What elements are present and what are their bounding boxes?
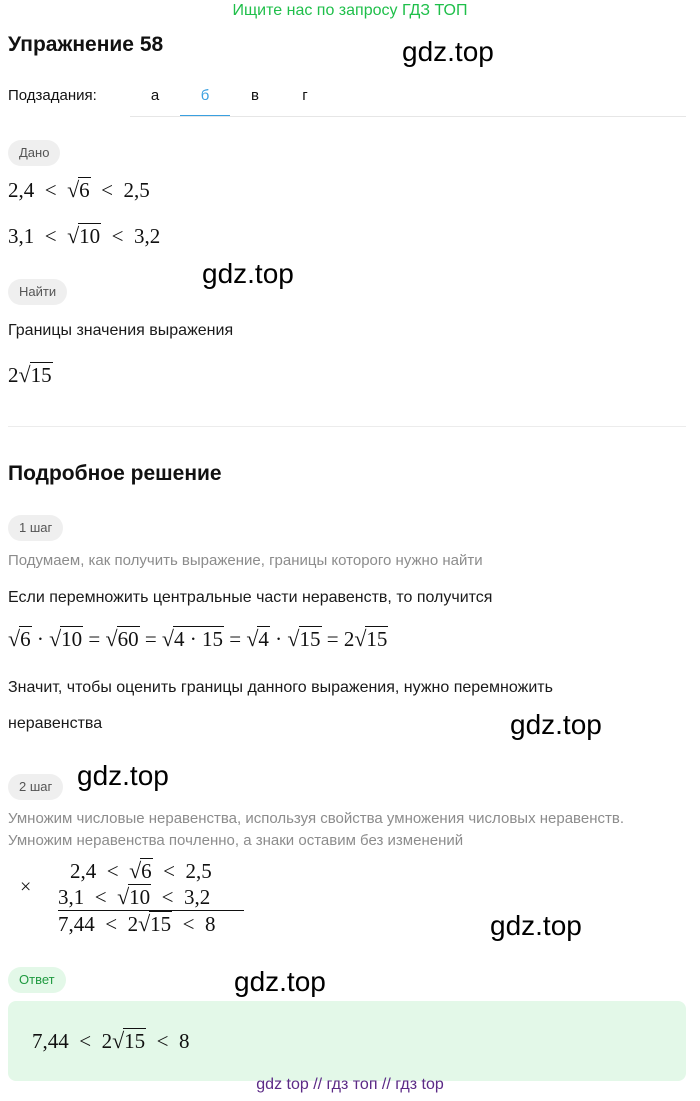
tab-g[interactable]: г [302,87,308,104]
footer-links: gdz top // гдз топ // гдз top [256,1076,444,1093]
step2-badge: 2 шаг [8,774,63,800]
watermark: gdz.top [490,910,582,941]
tab-b[interactable]: б [180,76,230,116]
solution-heading: Подробное решение [8,462,222,485]
find-badge: Найти [8,279,67,305]
given-1-left: 2,4 [8,178,35,202]
step1-formula: √6 · √10 = √60 = √4 · 15 = √4 · √15 = 2√15 [8,626,388,651]
search-banner: Ищите нас по запросу ГДЗ ТОП [232,2,468,19]
sqrt-expression: √15 [18,362,52,387]
step1-conclusion-1: Значит, чтобы оценить границы данного выражения, нужно перемножить [8,679,553,696]
step2-badge-wrap [8,774,63,800]
step1-hint: Подумаем, как получить выражение, границы которого нужно найти [8,552,483,569]
step1-badge: 1 шаг [8,515,63,541]
find-text: Границы значения выражения [8,322,234,339]
answer-badge-wrap [8,967,66,993]
times-sign: × [20,876,32,898]
sqrt-expression: √6 [67,177,90,202]
step2-hint-1: Умножим числовые неравенства, используя свойства умножения числовых неравенств. [8,810,624,827]
given-1-op2: < [101,178,114,202]
watermark: gdz.top [202,258,294,289]
row-2: 3,1 < √10 < 3,2 [58,884,211,909]
find-expression [8,362,53,388]
watermark: gdz.top [77,760,169,791]
answer-badge: Ответ [8,967,66,993]
given-2-op2: < [111,224,124,248]
tabs-divider [130,116,686,117]
find-coef: 2 [8,363,19,387]
given-1-op: < [44,178,57,202]
tab-a[interactable]: а [150,87,160,104]
step1-badge-wrap [8,515,63,541]
watermark: gdz.top [402,36,494,67]
given-inequality-1 [8,177,150,203]
given-2-right: 3,2 [134,224,161,248]
row-1: 2,4 < √6 < 2,5 [70,858,212,883]
row-result: 7,44 < 2√15 < 8 [58,910,244,937]
step1-text: Если перемножить центральные части неравенств, то получится [8,589,493,606]
given-2-rad: 10 [79,224,101,248]
step2-hint-2: Умножим неравенства почленно, а знаки оставим без изменений [8,832,464,849]
given-badge: Дано [8,140,60,166]
watermark: gdz.top [510,709,602,740]
tab-v[interactable]: в [251,87,259,104]
section-divider [8,426,686,427]
subtasks-label: Подзадания: [8,87,97,104]
given-2-op: < [44,224,57,248]
given-inequality-2 [8,223,160,249]
page-title: Упражнение 58 [8,33,164,56]
given-1-rad: 6 [79,178,90,202]
given-1-right: 2,5 [123,178,150,202]
answer-expression: 7,44 < 2√15 < 8 [32,1028,190,1053]
step1-conclusion-2: неравенства [8,715,103,732]
given-badge-wrap [8,140,60,166]
sqrt-expression: √10 [67,223,101,248]
column-multiplication [58,858,244,937]
subtask-tabs [130,76,330,116]
watermark: gdz.top [234,966,326,997]
find-badge-wrap [8,279,67,305]
given-2-left: 3,1 [8,224,35,248]
find-rad: 15 [30,363,52,387]
